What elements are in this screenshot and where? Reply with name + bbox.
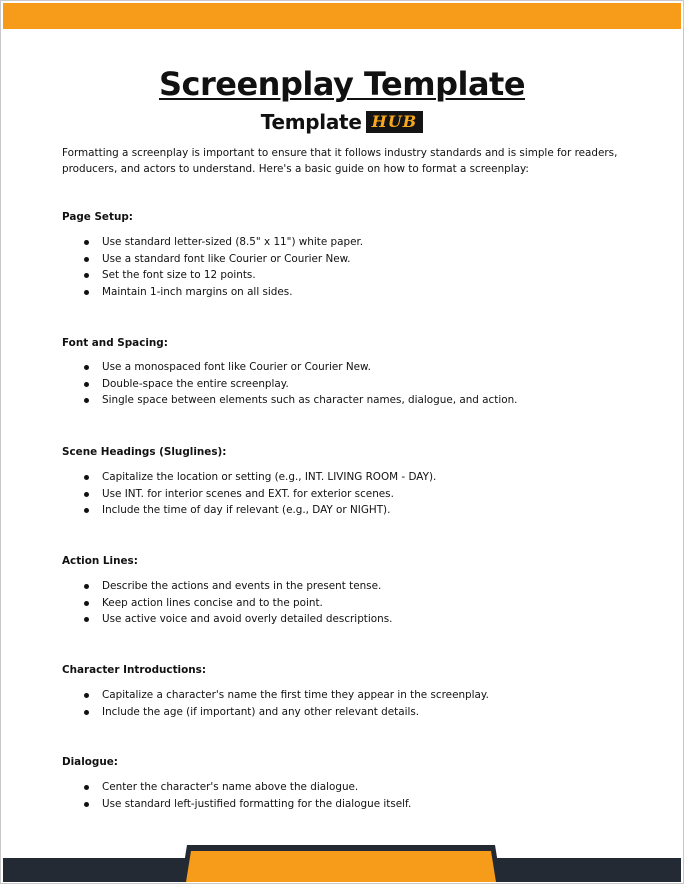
list-item-text: Keep action lines concise and to the point. [102,596,323,609]
list-item-text: Double-space the entire screenplay. [102,377,289,390]
list-item-text: Set the font size to 12 points. [102,269,256,282]
bullet-icon [84,785,89,790]
list-item-text: Use a standard font like Courier or Courier New. [102,252,351,265]
list-item-text: Include the age (if important) and any other relevant details. [102,705,420,718]
bullet-icon [84,617,89,622]
list-item [84,796,411,813]
section-list-scene-headings [84,469,436,519]
intro-paragraph: Formatting a screenplay is important to ensure that it follows industry standards and is simple for readers, producers, and actors to understand. Here's a basic guide on how to format a screenplay: [62,147,618,175]
list-item-text: Capitalize a character's name the first time they appear in the screenplay. [102,689,489,701]
footer-accent-tab [181,845,501,882]
logo-badge: HUB [366,111,424,133]
list-item-text: Use standard left-justified formatting for the dialogue itself. [102,797,412,810]
list-item [84,486,436,503]
list-item [84,704,489,721]
bullet-icon [84,475,89,480]
list-item-text: Capitalize the location or setting (e.g., INT. LIVING ROOM - DAY). [102,471,437,483]
section-list-font-spacing [84,359,517,409]
logo-word: Template [260,110,362,134]
list-item [84,687,489,704]
list-item [84,469,436,486]
list-item [84,267,363,284]
list-item [84,578,392,595]
list-item-text: Use INT. for interior scenes and EXT. for exterior scenes. [102,487,394,500]
list-item-text: Single space between elements such as character names, dialogue, and action. [102,394,518,407]
bullet-icon [84,290,89,295]
section-list-page-setup [84,234,363,301]
bullet-icon [84,398,89,403]
bullet-icon [84,693,89,698]
list-item-text: Include the time of day if relevant (e.g., DAY or NIGHT). [102,504,391,517]
list-item [84,595,392,612]
section-list-dialogue [84,779,411,812]
list-item [84,779,411,796]
top-accent-bar [3,3,681,29]
list-item [84,611,392,628]
list-item [84,284,363,301]
list-item [84,376,517,393]
intro-block [62,145,632,177]
bullet-icon [84,492,89,497]
list-item [84,392,517,409]
list-item [84,502,436,519]
bullet-icon [84,710,89,715]
list-item-text: Use standard letter-sized (8.5" x 11") white paper. [102,236,364,248]
list-item [84,359,517,376]
section-heading-dialogue: Dialogue: [62,756,118,768]
bullet-icon [84,584,89,589]
bullet-icon [84,365,89,370]
list-item-text: Maintain 1-inch margins on all sides. [102,286,293,299]
footer-tab-fill [186,851,496,882]
bullet-icon [84,257,89,262]
list-item [84,251,363,268]
document-title: Screenplay Template [158,65,526,103]
section-heading-scene-headings: Scene Headings (Sluglines): [62,446,227,458]
section-list-character-introductions [84,687,489,720]
list-item-text: Use a monospaced font like Courier or Courier New. [102,361,371,373]
list-item-text: Describe the actions and events in the present tense. [102,580,382,592]
bullet-icon [84,382,89,387]
list-item-text: Center the character's name above the dialogue. [102,781,359,793]
list-item-text: Use active voice and avoid overly detailed descriptions. [102,613,393,626]
bullet-icon [84,601,89,606]
section-list-action-lines [84,578,392,628]
section-heading-action-lines: Action Lines: [62,555,138,567]
bullet-icon [84,508,89,513]
section-heading-font-spacing: Font and Spacing: [62,337,168,349]
bullet-icon [84,802,89,807]
bullet-icon [84,273,89,278]
list-item [84,234,363,251]
bullet-icon [84,240,89,245]
section-heading-character-introductions: Character Introductions: [62,664,206,676]
brand-logo [0,110,684,134]
section-heading-page-setup: Page Setup: [62,211,133,223]
